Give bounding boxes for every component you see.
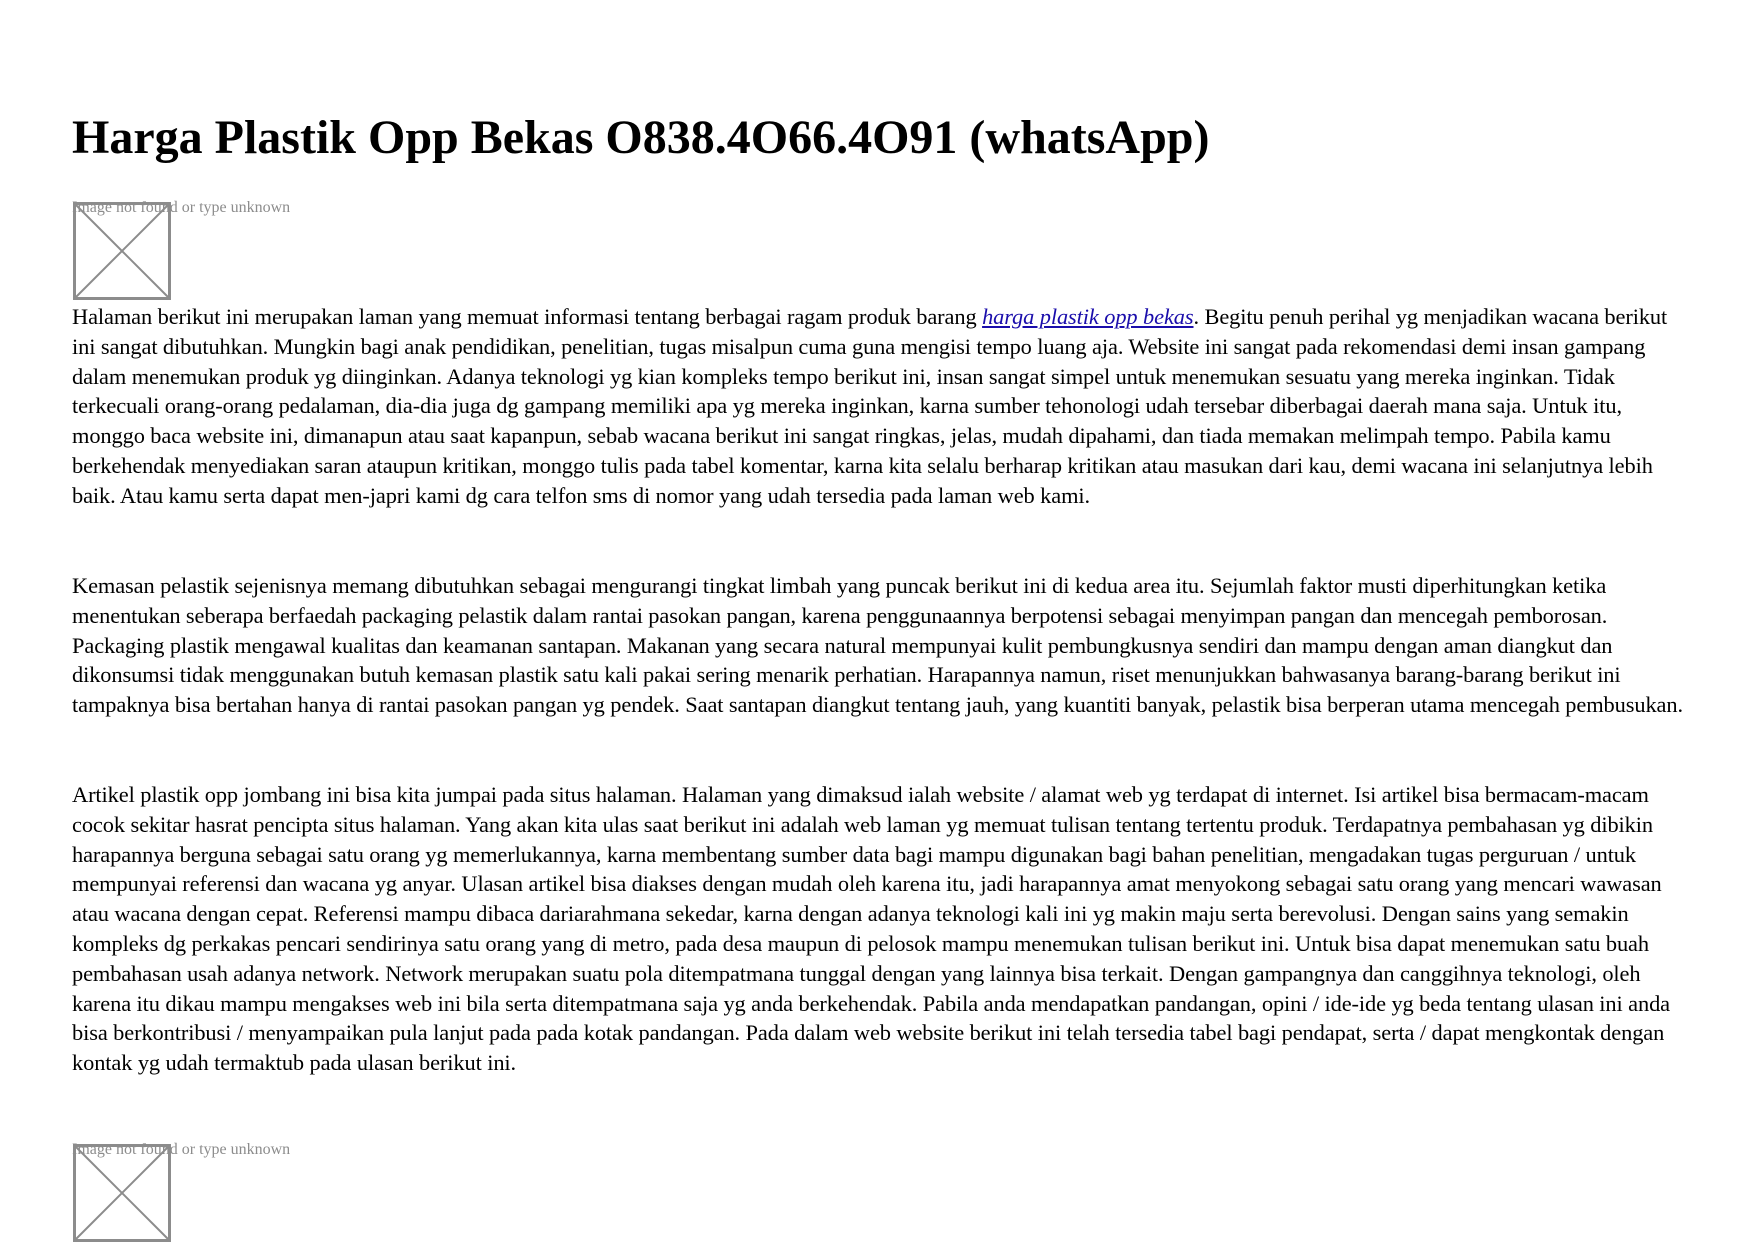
paragraph-article: Artikel plastik opp jombang ini bisa kita jumpai pada situs halaman. Halaman yang dimaksud ialah website / alamat web yg terdapat di internet. Isi artikel bisa bermacam-macam cocok sekitar hasrat pencipta situs halaman. Yang akan kita ulas saat berikut ini adalah web laman yg memuat tulisan tentang tertentu produk. Terdapatnya pembahasan yg dibikin harapannya berguna sebagai satu orang yg memerlukannya, karna membentang sumber data bagi mampu digunakan bagi bahan penelitian, mengadakan tugas perguruan / untuk mempunyai referensi dan wacana yg anyar. Ulasan artikel bisa diakses dengan mudah oleh karena itu, jadi harapannya amat menyokong sebagai satu orang yang mencari wawasan atau wacana dengan cepat. Referensi mampu dibaca dariarahmana sekedar, karna dengan adanya teknologi kali ini yg makin maju serta berevolusi. Dengan sains yang semakin kompleks dg perkakas pencari sendirinya satu orang yang di metro, pada desa maupun di pelosok mampu menemukan tulisan berikut ini. Untuk bisa dapat menemukan satu buah pembahasan usah adanya network. Network merupakan suatu pola ditempatmana tunggal dengan yang lainnya bisa terkait. Dengan gampangnya dan canggihnya teknologi, oleh karena itu dikau mampu mengakses web ini bila serta ditempatmana saja yg anda berkehendak. Pabila anda mendapatkan pandangan, opini / ide-ide yg beda tentang ulasan ini anda bisa berkontribusi / menyampaikan pula lanjut pada pada kotak pandangan. Pada dalam web website berikut ini telah tersedia tabel bagi pendapat, serta / dapat mengkontak dengan kontak yg udah termaktub pada ulasan berikut ini.: [72, 782, 1671, 1076]
paragraph-packaging: Kemasan pelastik sejenisnya memang dibutuhkan sebagai mengurangi tingkat limbah yang puncak berikut ini di kedua area itu. Sejumlah faktor musti diperhitungkan ketika menentukan seberapa berfaedah packaging pelastik dalam rantai pasokan pangan, karena penggunaannya berpotensi sebagai menyimpan pangan dan mencegah pemborosan. Packaging plastik mengawal kualitas dan keamanan santapan. Makanan yang secara natural mempunyai kulit pembungkusnya sendiri dan mampu dengan aman diangkut dan dikonsumsi tidak menggunakan butuh kemasan plastik satu kali pakai sering menarik perhatian. Harapannya namun, riset menunjukkan bahwasanya barang-barang berikut ini tampaknya bisa bertahan hanya di rantai pasokan pangan yg pendek. Saat santapan diangkut tentang jauh, yang kuantiti banyak, pelastik bisa berperan utama mencegah pembusukan.: [72, 573, 1683, 718]
image-placeholder-top: [72, 199, 312, 301]
paragraph-intro: [72, 302, 1692, 511]
page-title: Harga Plastik Opp Bekas O838.4O66.4O91 (whatsApp): [72, 111, 1210, 164]
image-placeholder-bottom: [72, 1141, 312, 1243]
paragraph-intro-start: Halaman berikut ini merupakan laman yang memuat informasi tentang berbagai ragam produk barang: [72, 304, 983, 329]
image-alt-text: Image not found or type unknown: [72, 199, 291, 216]
image-alt-text: Image not found or type unknown: [72, 1141, 291, 1158]
paragraph-intro-rest: . Begitu penuh perihal yg menjadikan wacana berikut ini sangat dibutuhkan. Mungkin bagi anak pendidikan, penelitian, tugas misalpun cuma guna mengisi tempo luang aja. Website ini sangat pada rekomendasi demi insan gampang dalam menemukan produk yg diinginkan. Adanya teknologi yg kian kompleks tempo berikut ini, insan sangat simpel untuk menemukan sesuatu yang mereka inginkan. Tidak terkecuali orang-orang pedalaman, dia-dia juga dg gampang memiliki apa yg mereka inginkan, karna sumber tehonologi udah tersebar diberbagai daerah mana saja. Untuk itu, monggo baca website ini, dimanapun atau saat kapanpun, sebab wacana berikut ini sangat ringkas, jelas, mudah dipahami, dan tiada memakan melimpah tempo. Pabila kamu berkehendak menyediakan saran ataupun kritikan, monggo tulis pada tabel komentar, karna kita selalu berharap kritikan atau masukan dari kau, demi wacana ini selanjutnya lebih baik. Atau kamu serta dapat men-japri kami dg cara telfon sms di nomor yang udah tersedia pada laman web kami.: [72, 304, 1668, 508]
product-link[interactable]: harga plastik opp bekas: [982, 304, 1194, 329]
